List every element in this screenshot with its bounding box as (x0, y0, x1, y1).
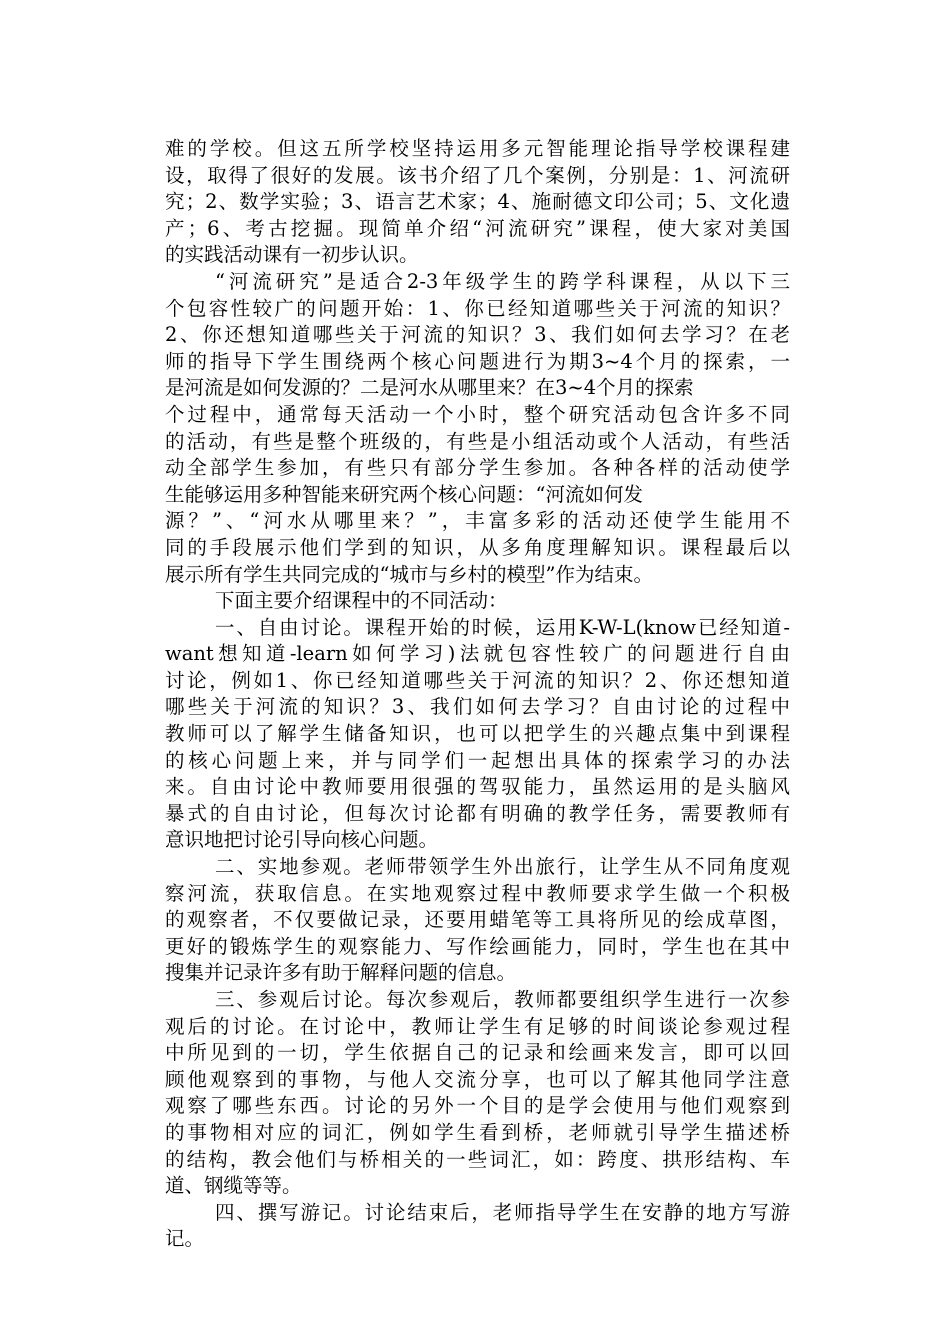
text-line: 的结构，教会他们与桥相关的一些词汇，如：跨度、拱形结构、车 (165, 1147, 790, 1171)
text-line: 2、你还想知道哪些关于河流的知识？3、我们如何去学习？在老 (165, 323, 790, 347)
paragraph-travel-writing (165, 1200, 790, 1253)
text-line: 的事物相对应的词汇，例如学生看到桥，老师就引导学生描述桥 (165, 1120, 790, 1144)
text-line: 二、实地参观。老师带领学生外出旅行，让学生从不同角度观 (215, 855, 790, 879)
paragraph-intro (165, 136, 790, 269)
text-line: 生能够运用多种智能来研究两个核心问题：“河流如何发 (165, 482, 643, 506)
paragraph-post-visit-discussion (165, 987, 790, 1200)
text-line: 究；2、数学实验；3、语言艺术家；4、施耐德文印公司；5、文化遗 (165, 190, 790, 214)
text-line: want想知道-learn如何学习)法就包容性较广的问题进行自由 (165, 642, 790, 666)
text-line: 讨论，例如1、你已经知道哪些关于河流的知识？2、你还想知道 (165, 668, 790, 692)
text-line: 是河流是如何发源的？二是河水从哪里来？在3~4个月的探索 (165, 376, 694, 400)
text-line: 四、撰写游记。讨论结束后，老师指导学生在安静的地方写游 (215, 1200, 790, 1224)
text-line: 一、自由讨论。课程开始的时候，运用K-W-L(know已经知道- (215, 615, 790, 639)
text-line: 下面主要介绍课程中的不同活动： (215, 589, 508, 613)
text-line: 源？”、“河水从哪里来？”，丰富多彩的活动还使学生能用不 (165, 509, 790, 533)
text-line: 暴式的自由讨论，但每次讨论都有明确的教学任务，需要教师有 (165, 801, 790, 825)
text-line: 意识地把讨论引导向核心问题。 (165, 828, 439, 852)
text-line: 设，取得了很好的发展。该书介绍了几个案例，分别是：1、河流研 (165, 163, 790, 187)
paragraph-free-discussion (165, 615, 790, 854)
text-line: 的活动，有些是整个班级的，有些是小组活动或个人活动，有些活 (165, 429, 790, 453)
text-line: 的核心问题上来，并与同学们一起想出具体的探索学习的办法 (165, 748, 790, 772)
paragraph-field-trip (165, 854, 790, 987)
text-line: 察河流，获取信息。在实地观察过程中教师要求学生做一个积极 (165, 881, 790, 905)
text-line: 展示所有学生共同完成的“城市与乡村的模型”作为结束。 (165, 562, 653, 586)
text-line: 搜集并记录许多有助于解释问题的信息。 (165, 961, 517, 985)
text-line: 产；6、考古挖掘。现简单介绍“河流研究”课程，使大家对美国 (165, 216, 790, 240)
text-line: 观察了哪些东西。讨论的另外一个目的是学会使用与他们观察到 (165, 1094, 790, 1118)
text-line: 的观察者，不仅要做记录，还要用蜡笔等工具将所见的绘成草图， (165, 908, 790, 932)
text-line: 个包容性较广的问题开始：1、你已经知道哪些关于河流的知识？ (165, 296, 790, 320)
text-line: 记。 (165, 1227, 205, 1251)
text-line: “河流研究”是适合2-3年级学生的跨学科课程，从以下三 (215, 269, 790, 293)
text-line: 中所见到的一切，学生依据自己的记录和绘画来发言，即可以回 (165, 1041, 790, 1065)
text-line: 三、参观后讨论。每次参观后，教师都要组织学生进行一次参 (215, 988, 790, 1011)
text-line: 动全部学生参加，有些只有部分学生参加。各种各样的活动使学 (165, 456, 790, 480)
text-line: 顾他观察到的事物，与他人交流分享，也可以了解其他同学注意 (165, 1067, 790, 1091)
paragraph-river-study (165, 269, 790, 588)
text-line: 同的手段展示他们学到的知识，从多角度理解知识。课程最后以 (165, 535, 790, 559)
text-line: 的实践活动课有一初步认识。 (165, 243, 419, 267)
text-line: 难的学校。但这五所学校坚持运用多元智能理论指导学校课程建 (165, 137, 790, 160)
text-line: 来。自由讨论中教师要用很强的驾驭能力，虽然运用的是头脑风 (165, 775, 790, 799)
text-line: 更好的锻炼学生的观察能力、写作绘画能力，同时，学生也在其中 (165, 934, 790, 958)
paragraph-activities-intro (165, 588, 790, 615)
text-line: 道、钢缆等等。 (165, 1174, 302, 1198)
body-text (165, 136, 790, 1253)
text-line: 观后的讨论。在讨论中，教师让学生有足够的时间谈论参观过程 (165, 1014, 790, 1038)
text-line: 教师可以了解学生储备知识，也可以把学生的兴趣点集中到课程 (165, 722, 790, 746)
text-line: 哪些关于河流的知识？3、我们如何去学习？自由讨论的过程中 (165, 695, 790, 719)
text-line: 师的指导下学生围绕两个核心问题进行为期3~4个月的探索，一 (165, 349, 790, 373)
text-line: 个过程中，通常每天活动一个小时，整个研究活动包含许多不同 (165, 402, 790, 426)
